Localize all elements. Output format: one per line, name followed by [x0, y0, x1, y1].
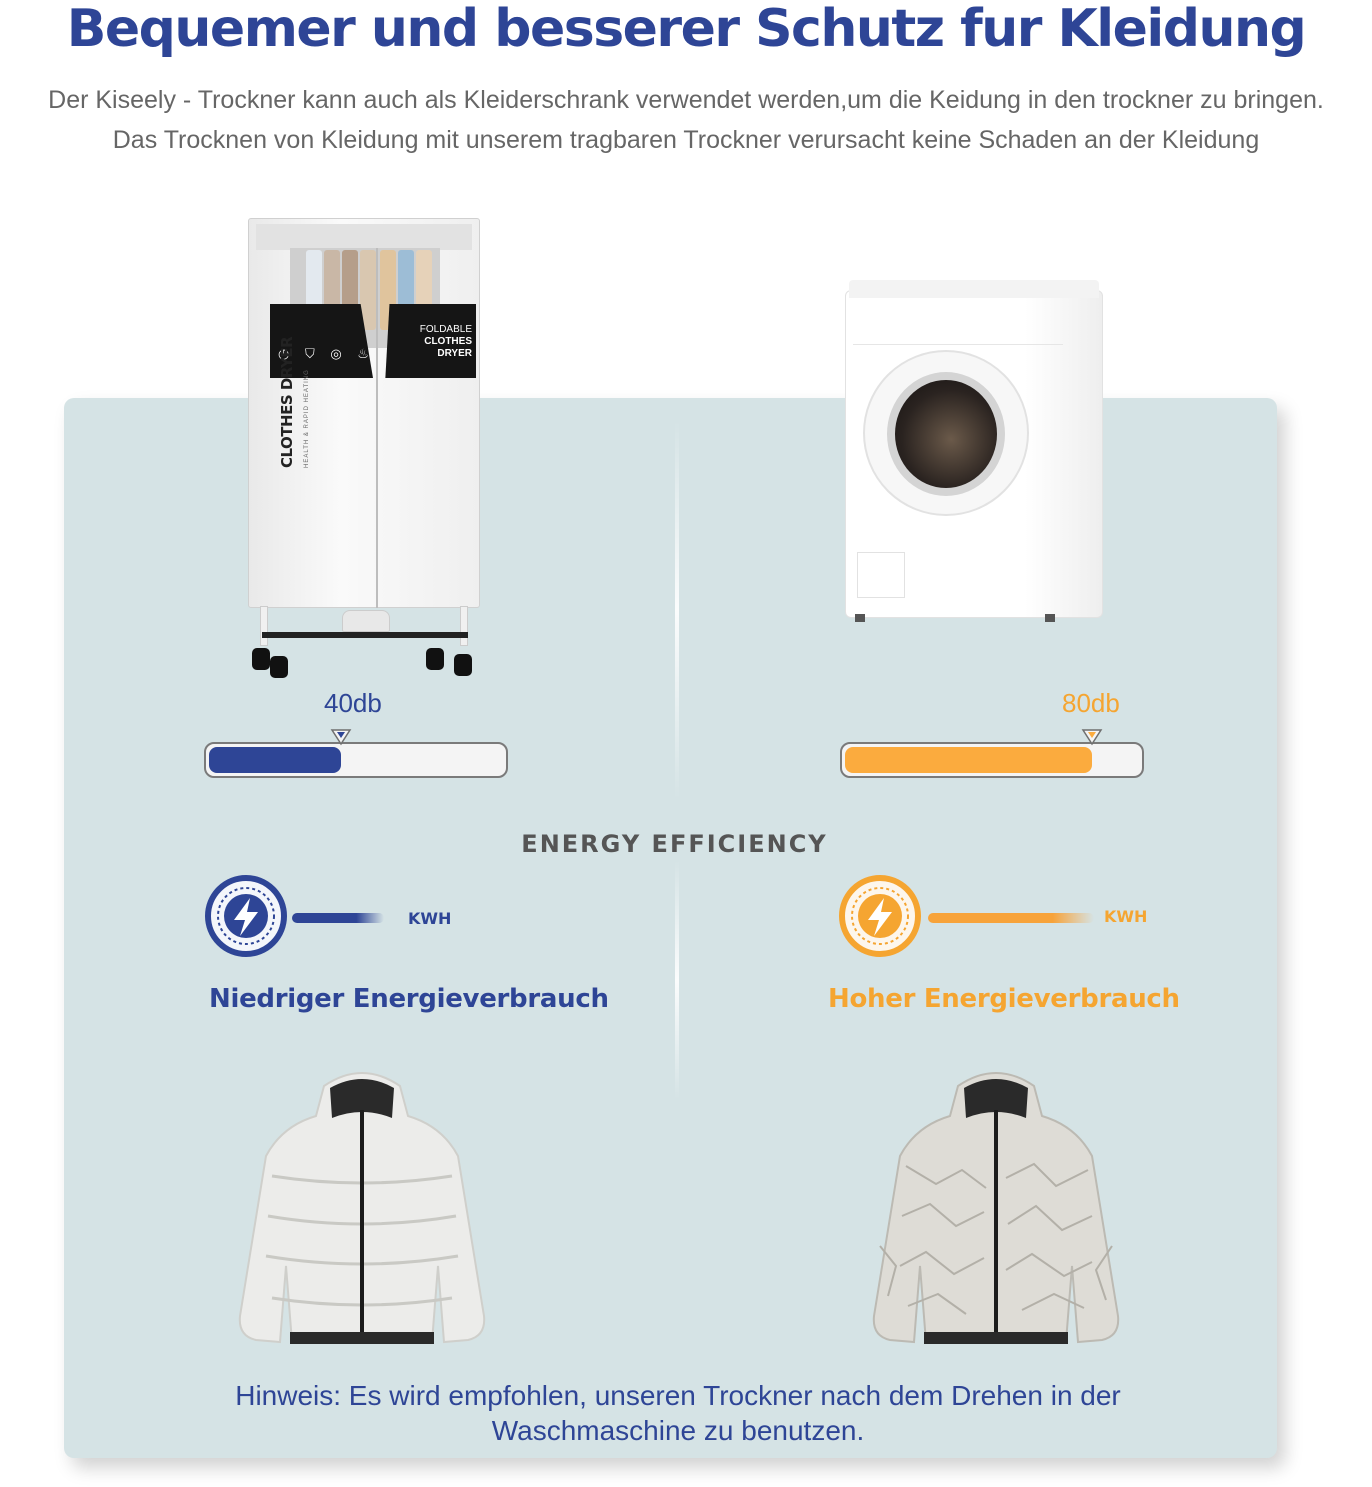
- note-line-2: Waschmaschine zu benutzen.: [491, 1415, 865, 1446]
- energy-unit-left: KWH: [408, 909, 452, 928]
- high-consumption-caption: Hoher Energieverbrauch: [828, 984, 1180, 1014]
- marker-triangle-icon: [1081, 728, 1103, 746]
- energy-unit-right: KWH: [1104, 907, 1148, 926]
- dryer-side-subtext: HEALTH & RAPID HEATING: [304, 369, 310, 468]
- noise-value-left: 40db: [324, 688, 382, 718]
- dryer-label-line1: FOLDABLE: [419, 324, 472, 335]
- panel-divider-lower: [675, 860, 679, 1100]
- dryer-feature-icons: ◷ ⛉ ◎ ♨: [278, 346, 375, 361]
- dryer-label-line2: CLOTHES DRYER: [424, 336, 472, 359]
- panel-divider: [675, 420, 679, 800]
- smooth-jacket-image: [232, 1066, 492, 1356]
- energy-bar-right: [928, 913, 1094, 923]
- note-line-1: Hinweis: Es wird empfohlen, unseren Trockner nach dem Drehen in der: [235, 1380, 1121, 1411]
- noise-meter-fill-left: [209, 747, 341, 773]
- lightning-bolt-icon: [204, 874, 288, 958]
- energy-efficiency-heading: ENERGY EFFICIENCY: [521, 830, 828, 858]
- dryer-side-text: CLOTHES DRYER: [278, 336, 296, 468]
- noise-value-right: 80db: [1062, 688, 1120, 718]
- subtitle-line-2: Das Trocknen von Kleidung mit unserem tragbaren Trockner verursacht keine Schaden an der Kleidung: [112, 126, 1260, 154]
- noise-meter-right: [840, 742, 1144, 778]
- wrinkled-jacket-image: [866, 1066, 1126, 1356]
- marker-triangle-icon: [330, 728, 352, 746]
- lightning-bolt-icon: [838, 874, 922, 958]
- energy-bar-left: [292, 913, 384, 923]
- washing-machine-image: [845, 280, 1107, 622]
- clothes-dryer-image: [246, 218, 482, 684]
- recommendation-note: [64, 1378, 1292, 1448]
- noise-meter-fill-right: [845, 747, 1092, 773]
- noise-meter-left: [204, 742, 508, 778]
- subtitle-line-1: Der Kiseely - Trockner kann auch als Kleiderschrank verwendet werden,um die Keidung in den trockner zu bringen.: [48, 86, 1324, 114]
- low-consumption-caption: Niedriger Energieverbrauch: [209, 984, 609, 1014]
- page-title: Bequemer und besserer Schutz fur Kleidung: [66, 0, 1306, 59]
